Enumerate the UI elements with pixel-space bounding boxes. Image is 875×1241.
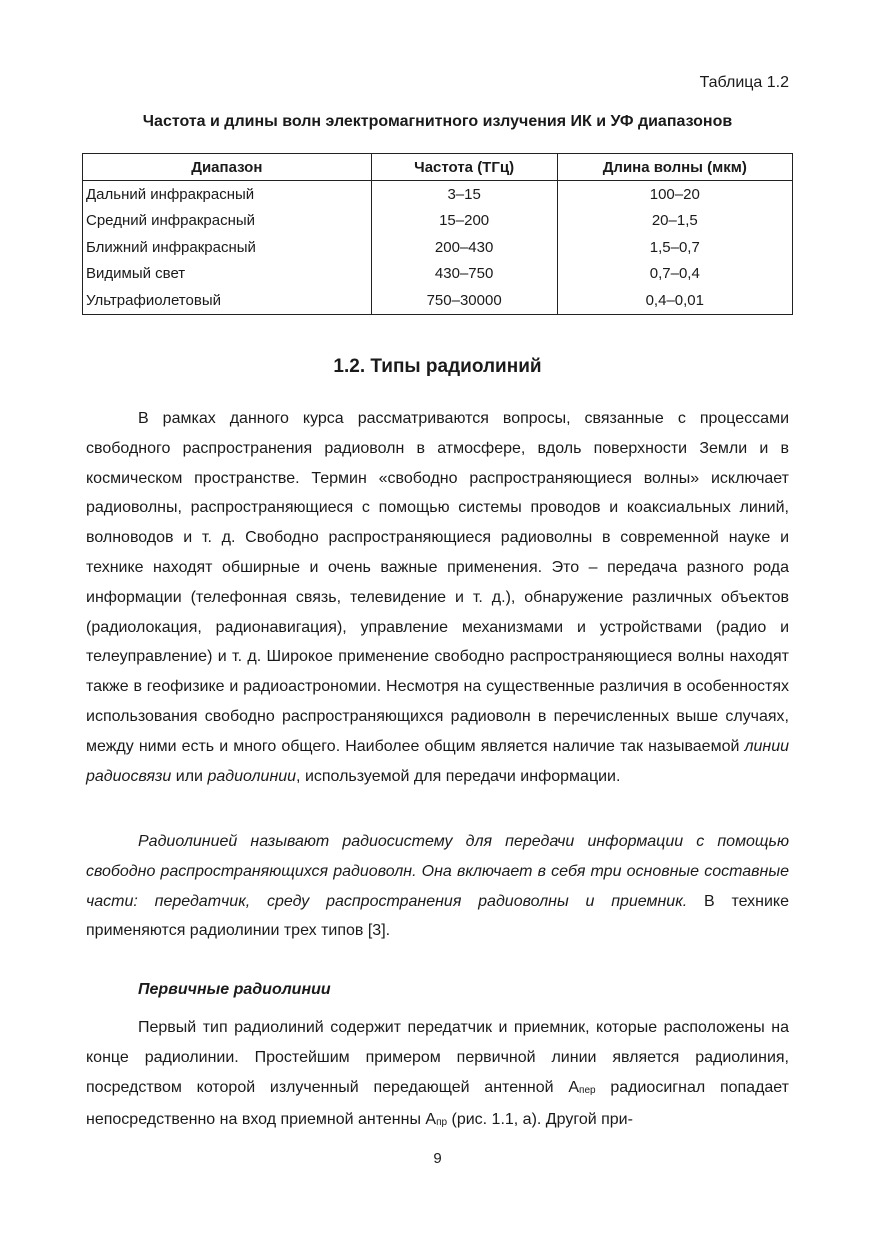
column-header-range: Диапазон [83, 154, 372, 181]
page-number: 9 [433, 1150, 442, 1167]
paragraph-primary-links-text [86, 1013, 789, 1138]
cell-range: Средний инфракрасный [83, 208, 372, 235]
cell-frequency: 200–430 [371, 234, 557, 261]
cell-frequency: 750–30000 [371, 287, 557, 314]
term-radio-link: радиолинии [207, 767, 297, 785]
column-header-wavelength: Длина волны (мкм) [557, 154, 792, 181]
cell-range: Ближний инфракрасный [83, 234, 372, 261]
table-title: Частота и длины волн электромагнитного излучения ИК и УФ диапазонов [142, 113, 733, 130]
cell-wavelength: 20–1,5 [557, 208, 792, 235]
column-header-frequency: Частота (ТГц) [371, 154, 557, 181]
subscript-receiver: пр [436, 1117, 448, 1129]
table-row [83, 181, 793, 208]
cell-frequency: 430–750 [371, 261, 557, 288]
table-row [83, 234, 793, 261]
paragraph-intro-part-b: или [171, 767, 208, 785]
paragraph-definition [86, 827, 789, 946]
paragraph-primary-links [86, 1013, 789, 1138]
paragraph-intro-part-a: В рамках данного курса рассматриваются вопросы, связанные с процессами свободного распространения радиоволн в атмосфере, вдоль поверхности Земли и в космическом пространстве. Термин «свободно распространяющиеся волны» исключает радиоволны, распространяющиеся с помощью системы проводов и коаксиальных линий, волноводов и т. д. Свободно распространяющиеся радиоволны в современной науке и технике находят обширные и очень важные применения. Это – передача разного рода информации (телефонная связь, телевидение и т. д.), обнаружение различных объектов (радиолокация, радионавигация), управление механизмами и устройствами (радио и телеуправление) и т. д. Широкое применение свободно распространяющиеся волны находят также в геофизике и радиоастрономии. Несмотря на существенные различия в особенностях использования свободно распространяющихся радиоволн в перечисленных выше случаях, между ними есть и много общего. Наиболее общим является наличие так называемой [86, 410, 789, 755]
subsection-title: Первичные радиолинии [138, 981, 331, 998]
table-number: Таблица 1.2 [699, 74, 789, 91]
definition-tail: В технике применяются радиолинии трех типов [3]. [86, 892, 789, 940]
cell-wavelength: 1,5–0,7 [557, 234, 792, 261]
section-title: 1.2. Типы радиолиний [333, 356, 542, 377]
table-header-row [83, 154, 793, 181]
cell-range: Ультрафиолетовый [83, 287, 372, 314]
table-row [83, 287, 793, 314]
cell-range: Видимый свет [83, 261, 372, 288]
cell-frequency: 3–15 [371, 181, 557, 208]
cell-frequency: 15–200 [371, 208, 557, 235]
cell-wavelength: 0,7–0,4 [557, 261, 792, 288]
paragraph-intro-part-c: , используемой для передачи информации. [296, 767, 621, 785]
paragraph-intro [86, 404, 789, 791]
term-radio-link-line: линии радиосвязи [86, 737, 789, 785]
table-row [83, 261, 793, 288]
definition-italic: Радиолинией называют радиосистему для передачи информации с помощью свободно распространяющихся радиоволн. Она включает в себя три основные составные части: передатчик, среду распространения радиоволны и приемник. [86, 833, 789, 910]
cell-wavelength: 100–20 [557, 181, 792, 208]
cell-range: Дальний инфракрасный [83, 181, 372, 208]
frequency-table [82, 153, 793, 315]
paragraph-definition-text [86, 827, 789, 946]
paragraph-intro-text [86, 404, 789, 791]
cell-wavelength: 0,4–0,01 [557, 287, 792, 314]
primary-part-a: Первый тип радиолиний содержит передатчик и приемник, которые расположены на конце радиолинии. Простейшим примером первичной линии является радиолиния, посредством которой излученный передающей антенной А [86, 1019, 789, 1096]
primary-part-b: радиосигнал попадает непосредственно на вход приемной антенны А [86, 1078, 789, 1129]
subscript-transmitter: пер [579, 1084, 596, 1096]
table-row [83, 208, 793, 235]
primary-part-c: (рис. 1.1, а). Другой при- [447, 1111, 633, 1129]
